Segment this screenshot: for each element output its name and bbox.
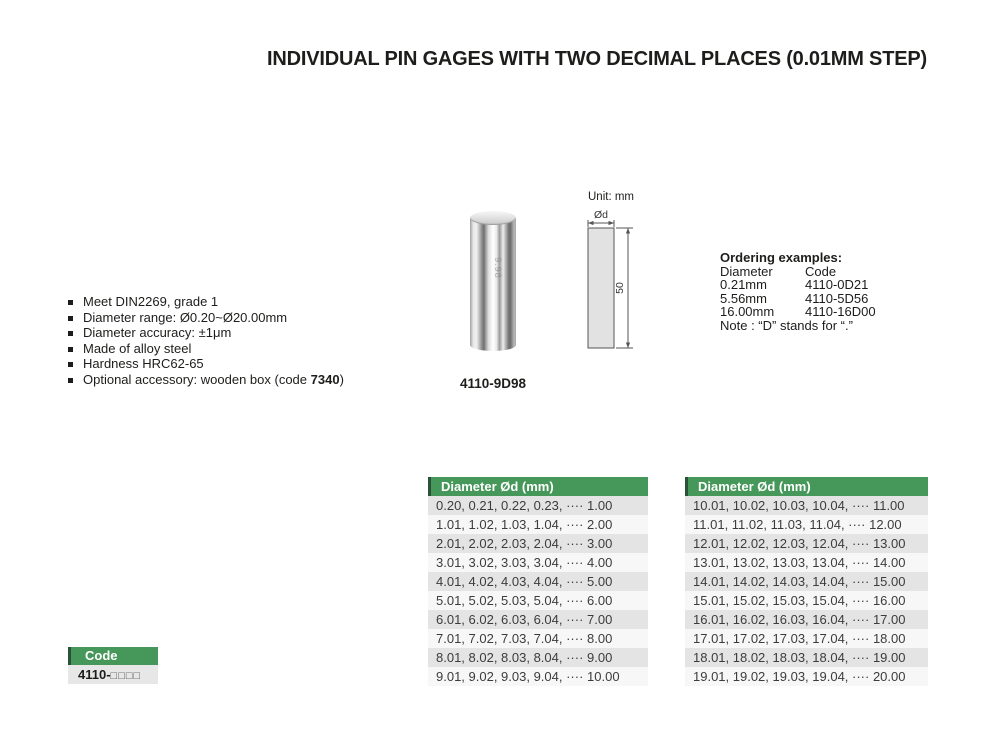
table-row: 11.01, 11.02, 11.03, 11.04, ···· 12.00 [685,515,928,534]
table-row: 14.01, 14.02, 14.03, 14.04, ···· 15.00 [685,572,928,591]
feature-item: Hardness HRC62-65 [68,356,344,372]
table-row: 13.01, 13.02, 13.03, 13.04, ···· 14.00 [685,553,928,572]
table-header: Diameter Ød (mm) [685,477,928,496]
pin-top-face [470,211,516,225]
table-row: 1.01, 1.02, 1.03, 1.04, ···· 2.00 [428,515,648,534]
ordering-col-diameter: Diameter [720,263,773,279]
table-row: 18.01, 18.02, 18.03, 18.04, ···· 19.00 [685,648,928,667]
table-row: 0.20, 0.21, 0.22, 0.23, ···· 1.00 [428,496,648,515]
dimension-diagram [580,206,640,356]
ordering-diameter: 16.00mm [720,304,775,319]
pin-cylinder [470,218,516,351]
feature-item: Diameter range: Ø0.20~Ø20.00mm [68,310,344,326]
ordering-examples [720,251,876,332]
ordering-col-code: Code [805,263,837,279]
table-row: 6.01, 6.02, 6.03, 6.04, ···· 7.00 [428,610,648,629]
arrow-right-icon [609,221,615,225]
pin-side-view [588,228,614,348]
table-row: 4.01, 4.02, 4.03, 4.04, ···· 5.00 [428,572,648,591]
table-row: 19.01, 19.02, 19.03, 19.04, ···· 20.00 [685,667,928,686]
table-row: 17.01, 17.02, 17.03, 17.04, ···· 18.00 [685,629,928,648]
width-dimension-label: Ød [593,209,609,221]
table-row: 8.01, 8.02, 8.03, 8.04, ···· 9.00 [428,648,648,667]
arrow-up-icon [626,228,630,234]
table-row: 2.01, 2.02, 2.03, 2.04, ···· 3.00 [428,534,648,553]
pin-engraving: 9.98 [492,257,503,279]
diameter-table-1 [428,477,648,686]
feature-item: Made of alloy steel [68,341,344,357]
feature-item: Optional accessory: wooden box (code 7340) [68,372,344,388]
table-header: Diameter Ød (mm) [428,477,648,496]
arrow-down-icon [626,343,630,349]
table-row: 5.01, 5.02, 5.03, 5.04, ···· 6.00 [428,591,648,610]
page-title: INDIVIDUAL PIN GAGES WITH TWO DECIMAL PLACES (0.01MM STEP) [267,48,927,70]
ordering-code: 4110-0D21 [805,277,869,292]
ordering-heading: Ordering examples: [720,250,843,265]
ordering-diameter: 0.21mm [720,277,767,292]
feature-item: Meet DIN2269, grade 1 [68,294,344,310]
pin-gage-image [470,211,516,351]
diameter-table-2 [685,477,928,686]
table-row: 10.01, 10.02, 10.03, 10.04, ···· 11.00 [685,496,928,515]
table-row: 7.01, 7.02, 7.03, 7.04, ···· 8.00 [428,629,648,648]
feature-item: Diameter accuracy: ±1μm [68,325,344,341]
table-row: 15.01, 15.02, 15.03, 15.04, ···· 16.00 [685,591,928,610]
code-box-value: 4110-□□□□ [68,665,158,684]
ordering-note: Note : “D” stands for “.” [720,317,853,333]
feature-list [68,294,344,387]
product-model-label: 4110-9D98 [459,376,527,391]
code-box-header: Code [68,647,158,665]
table-row: 3.01, 3.02, 3.03, 3.04, ···· 4.00 [428,553,648,572]
table-row: 16.01, 16.02, 16.03, 16.04, ···· 17.00 [685,610,928,629]
code-box [68,647,158,684]
arrow-left-icon [588,221,594,225]
table-row: 9.01, 9.02, 9.03, 9.04, ···· 10.00 [428,667,648,686]
code-placeholder-squares: □□□□ [110,670,142,682]
ordering-code: 4110-16D00 [805,304,876,319]
table-row: 12.01, 12.02, 12.03, 12.04, ···· 13.00 [685,534,928,553]
ordering-diameter: 5.56mm [720,290,767,306]
height-dimension-label: 50 [614,282,626,294]
ordering-code: 4110-5D56 [805,290,869,306]
unit-label: Unit: mm [588,191,634,203]
